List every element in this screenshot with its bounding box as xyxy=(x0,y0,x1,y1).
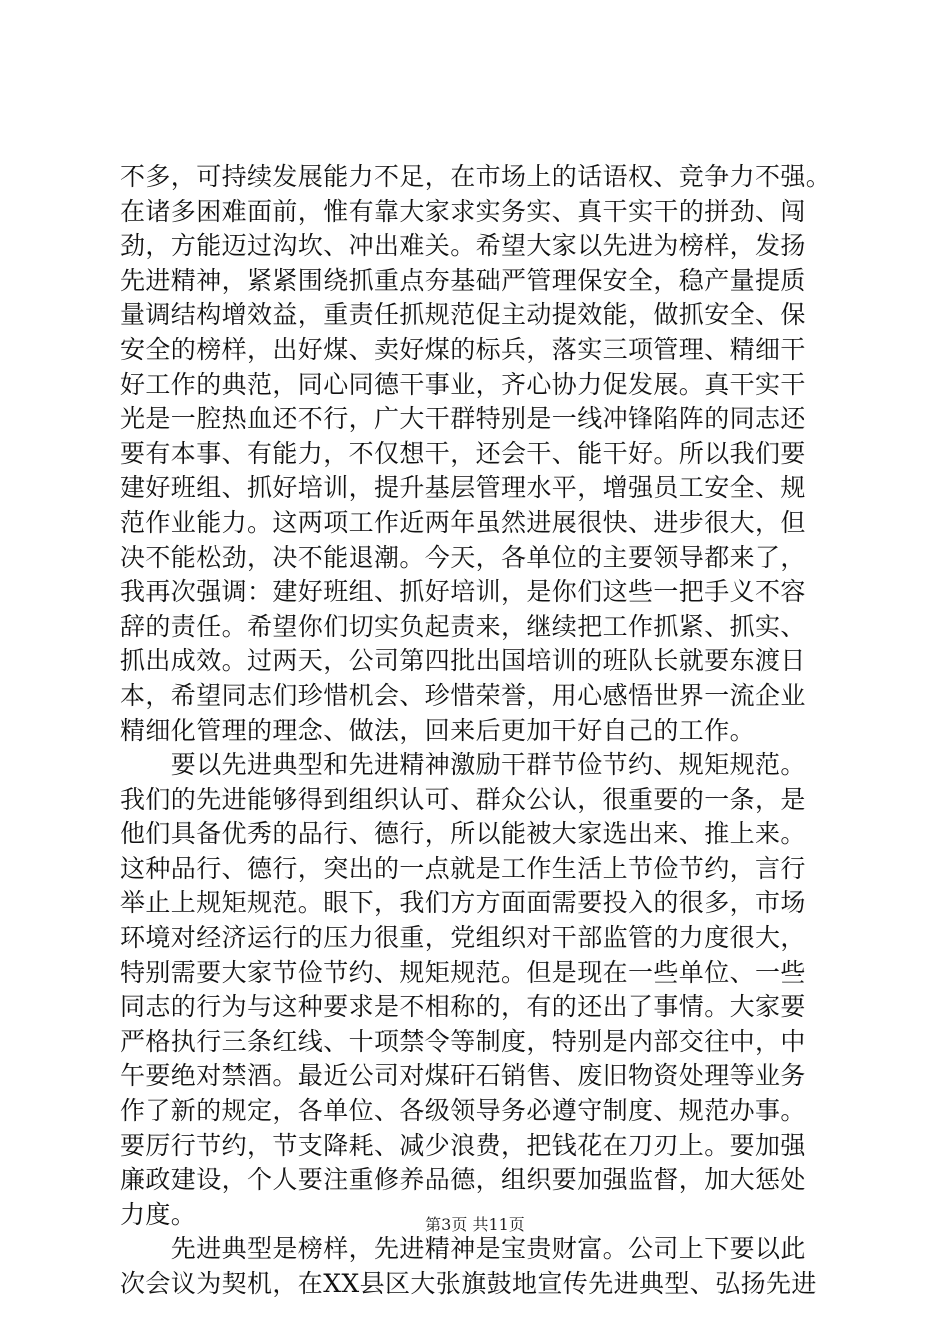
text-line: 我们的先进能够得到组织认可、群众公认，很重要的一条，是 xyxy=(120,784,806,814)
text-line: 精细化管理的理念、做法，回来后更加干好自己的工作。 xyxy=(120,715,756,745)
text-line: 严格执行三条红线、十项禁令等制度，特别是内部交往中，中 xyxy=(120,1026,806,1056)
text-line: 好工作的典范，同心同德干事业，齐心协力促发展。真干实干 xyxy=(120,369,806,399)
text-line: 午要绝对禁酒。最近公司对煤矸石销售、废旧物资处理等业务 xyxy=(120,1061,806,1091)
text-line: 建好班组、抓好培训，提升基层管理水平，增强员工安全、规 xyxy=(120,473,806,503)
text-line: 先进典型是榜样，先进精神是宝贵财富。公司上下要以此 xyxy=(120,1234,806,1264)
text-line: 次会议为契机，在XX县区大张旗鼓地宣传先进典型、弘扬先进 xyxy=(120,1269,817,1298)
text-line: 特别需要大家节俭节约、规矩规范。但是现在一些单位、一些 xyxy=(120,957,806,987)
text-line: 范作业能力。这两项工作近两年虽然进展很快、进步很大，但 xyxy=(120,507,806,537)
text-line: 本，希望同志们珍惜机会、珍惜荣誉，用心感悟世界一流企业 xyxy=(120,680,806,710)
text-line: 光是一腔热血还不行，广大干群特别是一线冲锋陷阵的同志还 xyxy=(120,404,806,434)
text-line: 要以先进典型和先进精神激励干群节俭节约、规矩规范。 xyxy=(120,750,806,780)
body-text xyxy=(120,160,840,1302)
text-line: 决不能松劲，决不能退潮。今天，各单位的主要领导都来了， xyxy=(120,542,806,572)
text-line: 举止上规矩规范。眼下，我们方方面面需要投入的很多，市场 xyxy=(120,888,806,918)
text-line: 这种品行、德行，突出的一点就是工作生活上节俭节约，言行 xyxy=(120,853,806,883)
text-line: 廉政建设，个人要注重修养品德，组织要加强监督，加大惩处 xyxy=(120,1165,806,1195)
text-line: 辞的责任。希望你们切实负起责来，继续把工作抓紧、抓实、 xyxy=(120,611,806,641)
text-line: 作了新的规定，各单位、各级领导务必遵守制度、规范办事。 xyxy=(120,1096,806,1126)
text-line: 在诸多困难面前，惟有靠大家求实务实、真干实干的拼劲、闯 xyxy=(120,196,806,226)
text-line: 力度。 xyxy=(120,1199,197,1229)
text-line: 同志的行为与这种要求是不相称的，有的还出了事情。大家要 xyxy=(120,992,806,1022)
text-line: 安全的榜样，出好煤、卖好煤的标兵，落实三项管理、精细干 xyxy=(120,334,806,364)
text-line: 不多，可持续发展能力不足，在市场上的话语权、竞争力不强。 xyxy=(120,162,832,191)
text-line: 劲，方能迈过沟坎、冲出难关。希望大家以先进为榜样，发扬 xyxy=(120,231,806,261)
page-footer: 第3页 共11页 xyxy=(425,1215,525,1234)
text-line: 量调结构增效益，重责任抓规范促主动提效能，做抓安全、保 xyxy=(120,300,806,330)
text-line: 抓出成效。过两天，公司第四批出国培训的班队长就要东渡日 xyxy=(120,646,806,676)
text-line: 先进精神，紧紧围绕抓重点夯基础严管理保安全，稳产量提质 xyxy=(120,265,806,295)
text-line: 他们具备优秀的品行、德行，所以能被大家选出来、推上来。 xyxy=(120,819,806,849)
text-line: 环境对经济运行的压力很重，党组织对干部监管的力度很大， xyxy=(120,923,806,953)
text-line: 要厉行节约，节支降耗、减少浪费，把钱花在刀刃上。要加强 xyxy=(120,1130,806,1160)
text-line: 要有本事、有能力，不仅想干，还会干、能干好。所以我们要 xyxy=(120,438,806,468)
text-line: 我再次强调：建好班组、抓好培训，是你们这些一把手义不容 xyxy=(120,577,806,607)
